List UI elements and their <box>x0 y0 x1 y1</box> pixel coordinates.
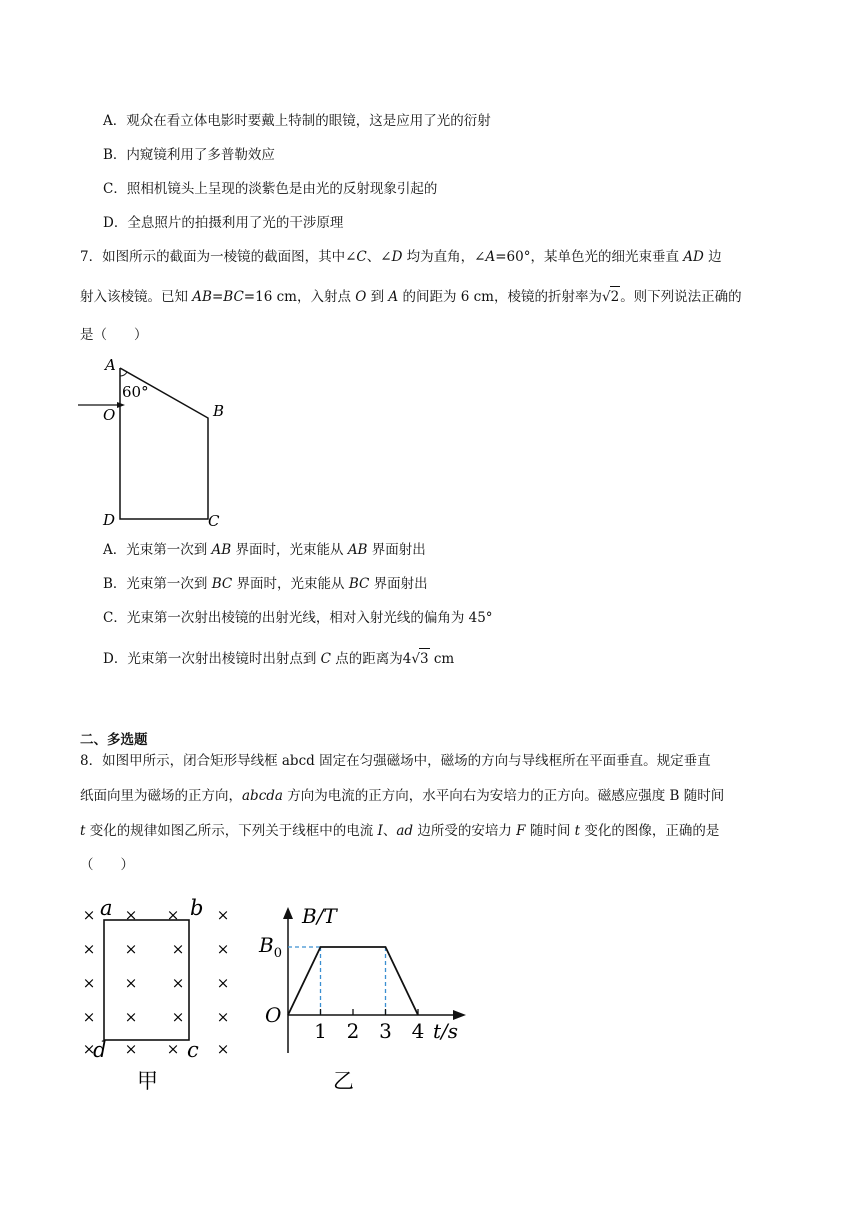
field-cross-icon: × <box>124 1040 138 1058</box>
q8-stem-line1: 8．如图甲所示，闭合矩形导线框 abcd 固定在匀强磁场中，磁场的方向与导线框所在平面垂直。规定垂直 <box>80 753 711 769</box>
field-cross-icon: × <box>216 1008 230 1026</box>
q6-option-d: D．全息照片的拍摄利用了光的干涉原理 <box>103 215 344 231</box>
label-o: O <box>103 406 116 424</box>
q7-option-b: B．光束第一次到 BC 界面时，光束能从 BC 界面射出 <box>103 576 428 592</box>
q8-stem-line4: （ ） <box>80 857 134 873</box>
field-cross-icon: × <box>82 974 96 992</box>
q6-option-b: B．内窥镜利用了多普勒效应 <box>103 147 275 163</box>
field-cross-icon: × <box>216 940 230 958</box>
q8-stem-line2: 纸面向里为磁场的正方向，abcda 方向为电流的正方向，水平向右为安培力的正方向。磁感应强度 B 随时间 <box>80 788 725 804</box>
angle-label: 60° <box>122 383 149 401</box>
field-cross-icon: × <box>216 906 230 924</box>
corner-label-b: b <box>190 896 204 920</box>
field-cross-icon: × <box>82 906 96 924</box>
q8-stem-line3: t 变化的规律如图乙所示，下列关于线框中的电流 I、ad 边所受的安培力 F 随时间 t 变化的图像，正确的是 <box>80 823 720 839</box>
figure-yi-b-t-graph <box>255 895 470 1100</box>
x-tick-label: 3 <box>379 1019 392 1043</box>
field-cross-icon: × <box>124 906 138 924</box>
q7-option-a: A．光束第一次到 AB 界面时，光束能从 AB 界面射出 <box>103 542 426 558</box>
x-tick-labels <box>314 1009 424 1043</box>
field-cross-icon: × <box>124 974 138 992</box>
field-cross-icon: × <box>82 940 96 958</box>
corner-label-c: c <box>187 1038 199 1062</box>
y-axis-label: B/T <box>302 904 337 928</box>
field-cross-icon: × <box>82 1008 96 1026</box>
figure-jia-wire-frame <box>75 895 245 1100</box>
field-cross-icon: × <box>166 1040 180 1058</box>
prism-figure <box>70 352 240 532</box>
b0-label: $B_0$ <box>259 933 282 961</box>
origin-label: O <box>265 1003 282 1027</box>
q6-option-c: C．照相机镜头上呈现的淡紫色是由光的反射现象引起的 <box>103 181 438 197</box>
label-b: B <box>213 402 225 420</box>
q6-option-a: A．观众在看立体电影时要戴上特制的眼镜，这是应用了光的衍射 <box>103 113 491 129</box>
field-cross-icon: × <box>124 1008 138 1026</box>
q7-stem-line2: 射入该棱镜。已知 AB=BC=16 cm，入射点 O 到 A 的间距为 6 cm，棱镜的折射率为√2。则下列说法正确的 <box>80 286 742 307</box>
y-axis-arrow-icon <box>283 907 293 919</box>
x-axis-label: t/s <box>433 1019 459 1043</box>
field-cross-icon: × <box>171 974 185 992</box>
corner-label-a: a <box>100 896 113 920</box>
sqrt-sign-icon: √ <box>601 289 611 305</box>
label-d: D <box>103 511 116 529</box>
field-cross-icon: × <box>166 906 180 924</box>
x-tick-label: 2 <box>346 1019 360 1043</box>
field-cross-icon: × <box>171 1008 185 1026</box>
field-cross-icon: × <box>82 1040 96 1058</box>
x-tick-label: 1 <box>314 1019 327 1043</box>
label-c: C <box>208 512 220 530</box>
field-cross-icon: × <box>171 940 185 958</box>
section-heading: 二、多选题 <box>80 732 148 748</box>
angle-arc <box>120 372 127 376</box>
field-cross-icon: × <box>216 974 230 992</box>
q7-stem-line1: 7．如图所示的截面为一棱镜的截面图，其中∠C、∠D 均为直角，∠A=60°，某单色光的细光束垂直 AD 边 <box>80 249 722 265</box>
caption-jia: 甲 <box>137 1069 158 1093</box>
q7-stem-line3: 是（ ） <box>80 327 148 343</box>
caption-yi: 乙 <box>333 1069 354 1093</box>
field-cross-icon: × <box>216 1040 230 1058</box>
arrow-head-icon <box>117 402 125 408</box>
q7-option-d: D．光束第一次射出棱镜时出射点到 C 点的距离为4√3 cm <box>103 648 454 669</box>
corner-label-d: d <box>93 1038 107 1062</box>
q7-option-c: C．光束第一次射出棱镜的出射光线，相对入射光线的偏角为 45° <box>103 610 493 626</box>
x-tick-label: 4 <box>411 1019 425 1043</box>
b-t-curve <box>288 947 418 1015</box>
label-a: A <box>105 356 116 374</box>
field-cross-icon: × <box>124 940 138 958</box>
sqrt-sign-icon: √ <box>411 651 420 667</box>
dashed-guides <box>288 947 386 1015</box>
